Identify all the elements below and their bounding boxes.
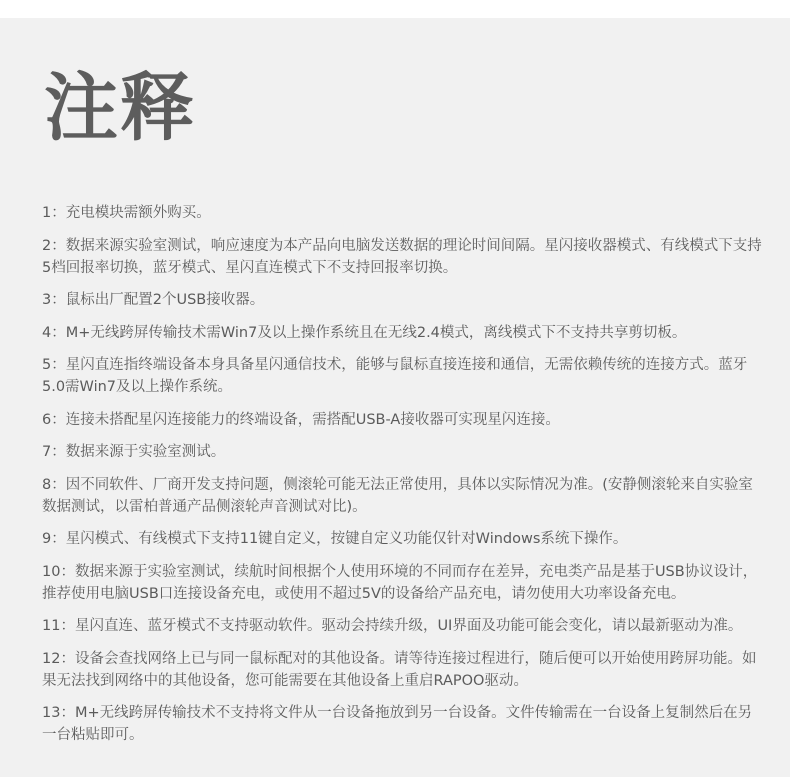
note-8: 8：因不同软件、厂商开发支持问题，侧滚轮可能无法正常使用，具体以实际情况为准。(安静侧滚轮来自实验室数据测试，以雷柏普通产品侧滚轮声音测试对比)。 [42,476,753,515]
note-5: 5：星闪直连指终端设备本身具备星闪通信技术，能够与鼠标直接连接和通信，无需依赖传统的连接方式。蓝牙5.0需Win7及以上操作系统。 [42,357,748,395]
note-13: 13：M+无线跨屏传输技术不支持将文件从一台设备拖放到另一台设备。文件传输需在一台设备上复制然后在另一台粘贴即可。 [42,705,753,743]
page-title: 注释 [44,65,196,151]
note-7: 7：数据来源于实验室测试。 [42,444,226,460]
note-6: 6：连接未搭配星闪连接能力的终端设备，需搭配USB-A接收器可实现星闪连接。 [42,411,560,428]
note-4: 4：M+无线跨屏传输技术需Win7及以上操作系统且在无线2.4模式，离线模式下不支持共享剪切板。 [42,324,687,341]
note-3: 3：鼠标出厂配置2个USB接收器。 [42,292,265,308]
note-2: 2：数据来源实验室测试，响应速度为本产品向电脑发送数据的理论时间间隔。星闪接收器模式、有线模式下支持5档回报率切换，蓝牙模式、星闪直连模式下不支持回报率切换。 [42,237,762,276]
note-11: 11：星闪直连、蓝牙模式不支持驱动软件。驱动会持续升级，UI界面及功能可能会变化，请以最新驱动为准。 [42,618,743,634]
notes-list [42,202,762,757]
note-12: 12：设备会查找网络上已与同一鼠标配对的其他设备。请等待连接过程进行，随后便可以开始使用跨屏功能。如果无法找到网络中的其他设备，您可能需要在其他设备上重启RAPOO驱动。 [42,650,757,689]
note-1: 1：充电模块需额外购买。 [42,205,211,221]
note-10: 10：数据来源于实验室测试，续航时间根据个人使用环境的不同而存在差异，充电类产品是基于USB协议设计，推荐使用电脑USB口连接设备充电，或使用不超过5V的设备给产品充电，请勿使用大功率设备充电。 [42,563,758,602]
note-9: 9：星闪模式、有线模式下支持11键自定义，按键自定义功能仅针对Windows系统下操作。 [42,531,628,547]
